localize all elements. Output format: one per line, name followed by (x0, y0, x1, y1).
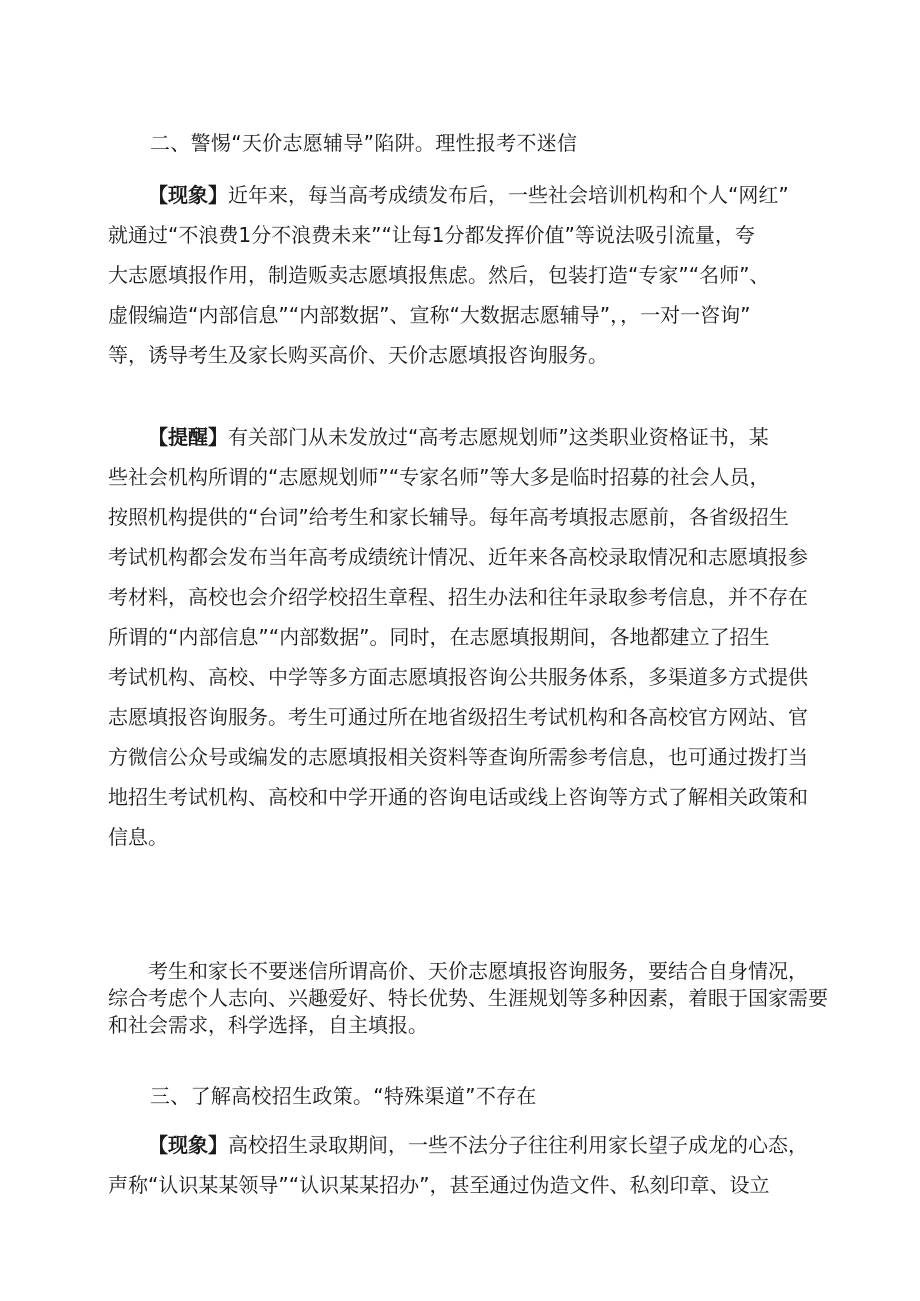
paragraph-line: 等，诱导考生及家长购买高价、天价志愿填报咨询服务。 (108, 343, 608, 367)
paragraph-line (108, 1125, 828, 1165)
section-2-reminder-paragraph (108, 417, 828, 857)
paragraph-line: 考材料，高校也会介绍学校招生章程、招生办法和往年录取参考信息，并不存在 (108, 585, 808, 609)
paragraph-line: 声称“认识某某领导”“认识某某招办”，甚至通过伪造文件、私刻印章、设立 (108, 1173, 770, 1197)
paragraph-line: 志愿填报咨询服务。考生可通过所在地省级招生考试机构和各高校官方网站、官 (108, 705, 808, 729)
paragraph-line: 些社会机构所谓的“志愿规划师”“专家名师”等大多是临时招募的社会人员， (108, 465, 770, 489)
paragraph-line: 就通过“不浪费1分不浪费未来”“让每1分都发挥价值”等说法吸引流量，夸 (108, 223, 755, 247)
paragraph-line (108, 175, 828, 215)
paragraph-line: 和社会需求，科学选择，自主填报。 (108, 1013, 428, 1037)
paragraph-line: 信息。 (108, 825, 168, 849)
paragraph-line (108, 417, 828, 457)
paragraph-line: 所谓的“内部信息”“内部数据”。同时，在志愿填报期间，各地都建立了招生 (108, 625, 770, 649)
paragraph-line: 虚假编造“内部信息”“内部数据”、宣称“大数据志愿辅导”，，一对一咨询” (108, 303, 751, 327)
paragraph-line-text: 有关部门从未发放过“高考志愿规划师”这类职业资格证书，某 (228, 425, 769, 449)
section-2-advice-paragraph (108, 958, 828, 1039)
section-2-heading: 二、警惕“天价志愿辅导”陷阱。理性报考不迷信 (150, 131, 578, 155)
paragraph-line: 大志愿填报作用，制造贩卖志愿填报焦虑。然后，包装打造“专家”“名师”、 (108, 263, 770, 287)
paragraph-line: 地招生考试机构、高校和中学开通的咨询电话或线上咨询等方式了解相关政策和 (108, 785, 808, 809)
paragraph-line: 考试机构都会发布当年高考成绩统计情况、近年来各高校录取情况和志愿填报参 (108, 545, 808, 569)
phenomenon-tag: 【现象】 (148, 183, 228, 207)
paragraph-line-text: 高校招生录取期间，一些不法分子往往利用家长望子成龙的心态， (228, 1133, 808, 1157)
paragraph-line: 考试机构、高校、中学等多方面志愿填报咨询公共服务体系，多渠道多方式提供 (108, 665, 808, 689)
paragraph-line: 考生和家长不要迷信所谓高价、天价志愿填报咨询服务，要结合自身情况， (148, 959, 808, 983)
paragraph-line-text: 近年来，每当高考成绩发布后，一些社会培训机构和个人“网红” (228, 183, 789, 207)
paragraph-line: 方微信公众号或编发的志愿填报相关资料等查询所需参考信息，也可通过拨打当 (108, 745, 808, 769)
section-3-phenomenon-paragraph (108, 1125, 828, 1205)
section-2-phenomenon-paragraph (108, 175, 828, 375)
paragraph-line: 综合考虑个人志向、兴趣爱好、特长优势、生涯规划等多种因素，着眼于国家需要 (108, 986, 828, 1010)
phenomenon-tag: 【现象】 (148, 1133, 228, 1157)
section-3-heading: 三、了解高校招生政策。“特殊渠道”不存在 (150, 1084, 537, 1108)
paragraph-line: 按照机构提供的“台词”给考生和家长辅导。每年高考填报志愿前，各省级招生 (108, 505, 789, 529)
reminder-tag: 【提醒】 (148, 425, 228, 449)
